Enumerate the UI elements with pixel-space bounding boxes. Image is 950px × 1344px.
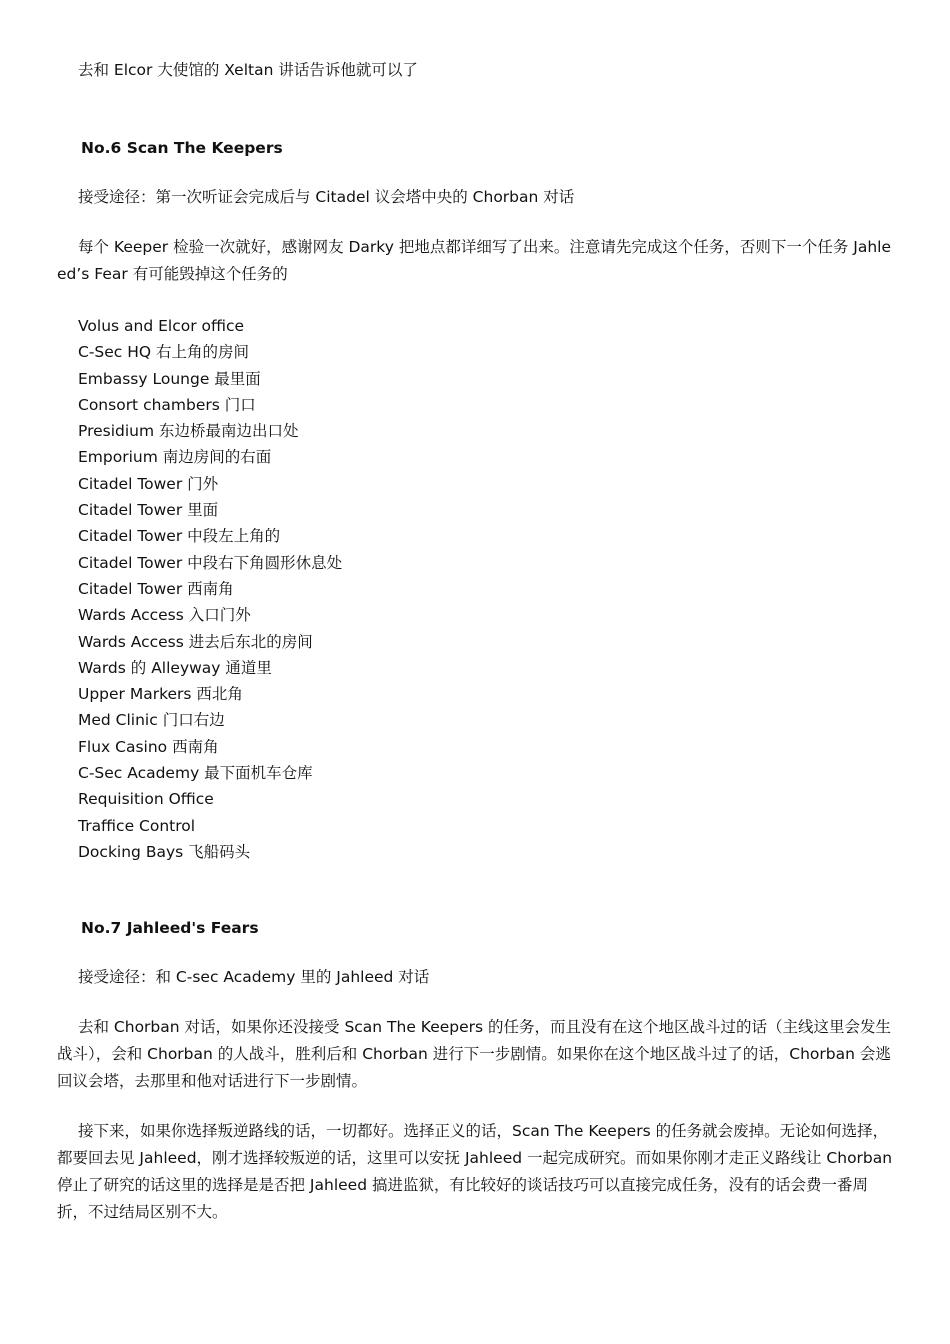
section-6-source: 接受途径：第一次听证会完成后与 Citadel 议会塔中央的 Chorban 对话 xyxy=(78,188,575,206)
list-item: Citadel Tower 门外 xyxy=(78,474,219,493)
section-7-paragraph-1: 去和 Chorban 对话，如果你还没接受 Scan The Keepers 的任务，而且没有在这个地区战斗过的话（主线这里会发生战斗），会和 Chorban 的人战斗，胜利后和 Chorban 进行下一步剧情。如果你在这个地区战斗过了的话，Chorban 会逃回议会塔，去那里和他对话进行下一步剧情。 xyxy=(57,1018,892,1090)
list-item: Docking Bays 飞船码头 xyxy=(78,842,251,861)
list-item: Citadel Tower 里面 xyxy=(78,501,219,520)
list-item: Citadel Tower 西南角 xyxy=(78,579,234,598)
section-7-source: 接受途径：和 C-sec Academy 里的 Jahleed 对话 xyxy=(78,968,430,986)
list-item: Wards 的 Alleyway 通道里 xyxy=(78,658,272,677)
section-6-title: No.6 Scan The Keepers xyxy=(81,139,283,157)
list-item: Wards Access 进去后东北的房间 xyxy=(78,632,313,651)
section-6-description: 每个 Keeper 检验一次就好，感谢网友 Darky 把地点都详细写了出来。注意请先完成这个任务，否则下一个任务 Jahleed’s Fear 有可能毁掉这个任务的 xyxy=(57,238,891,283)
section-7-title: No.7 Jahleed's Fears xyxy=(81,919,259,937)
list-item: Emporium 南边房间的右面 xyxy=(78,448,272,467)
section-7-paragraph-2: 接下来，如果你选择叛逆路线的话，一切都好。选择正义的话，Scan The Keepers 的任务就会废掉。无论如何选择，都要回去见 Jahleed，刚才选择较叛逆的话，这里可以安抚 Jahleed 一起完成研究。而如果你刚才走正义路线让 Chorban 停止了研究的话这里的选择是是否把 Jahleed 搞进监狱，有比较好的谈话技巧可以直接完成任务，没有的话会费一番周折，不过结局区别不大。 xyxy=(57,1122,893,1221)
list-item: Citadel Tower 中段右下角圆形休息处 xyxy=(78,553,343,572)
keeper-location-list xyxy=(78,313,342,865)
list-item: Flux Casino 西南角 xyxy=(78,737,219,756)
intro-line: 去和 Elcor 大使馆的 Xeltan 讲话告诉他就可以了 xyxy=(78,61,418,79)
list-item: Wards Access 入口门外 xyxy=(78,606,251,625)
list-item: Upper Markers 西北角 xyxy=(78,685,243,704)
list-item: Requisition Office xyxy=(78,790,214,809)
list-item: Med Clinic 门口右边 xyxy=(78,711,225,730)
list-item: C-Sec HQ 右上角的房间 xyxy=(78,343,250,362)
list-item: Traffice Control xyxy=(78,816,196,835)
list-item: Volus and Elcor office xyxy=(78,317,245,335)
list-item: Consort chambers 门口 xyxy=(78,395,256,414)
list-item: Citadel Tower 中段左上角的 xyxy=(78,527,281,546)
list-item: Presidium 东边桥最南边出口处 xyxy=(78,422,299,441)
list-item: C-Sec Academy 最下面机车仓库 xyxy=(78,764,313,783)
list-item: Embassy Lounge 最里面 xyxy=(78,369,261,388)
